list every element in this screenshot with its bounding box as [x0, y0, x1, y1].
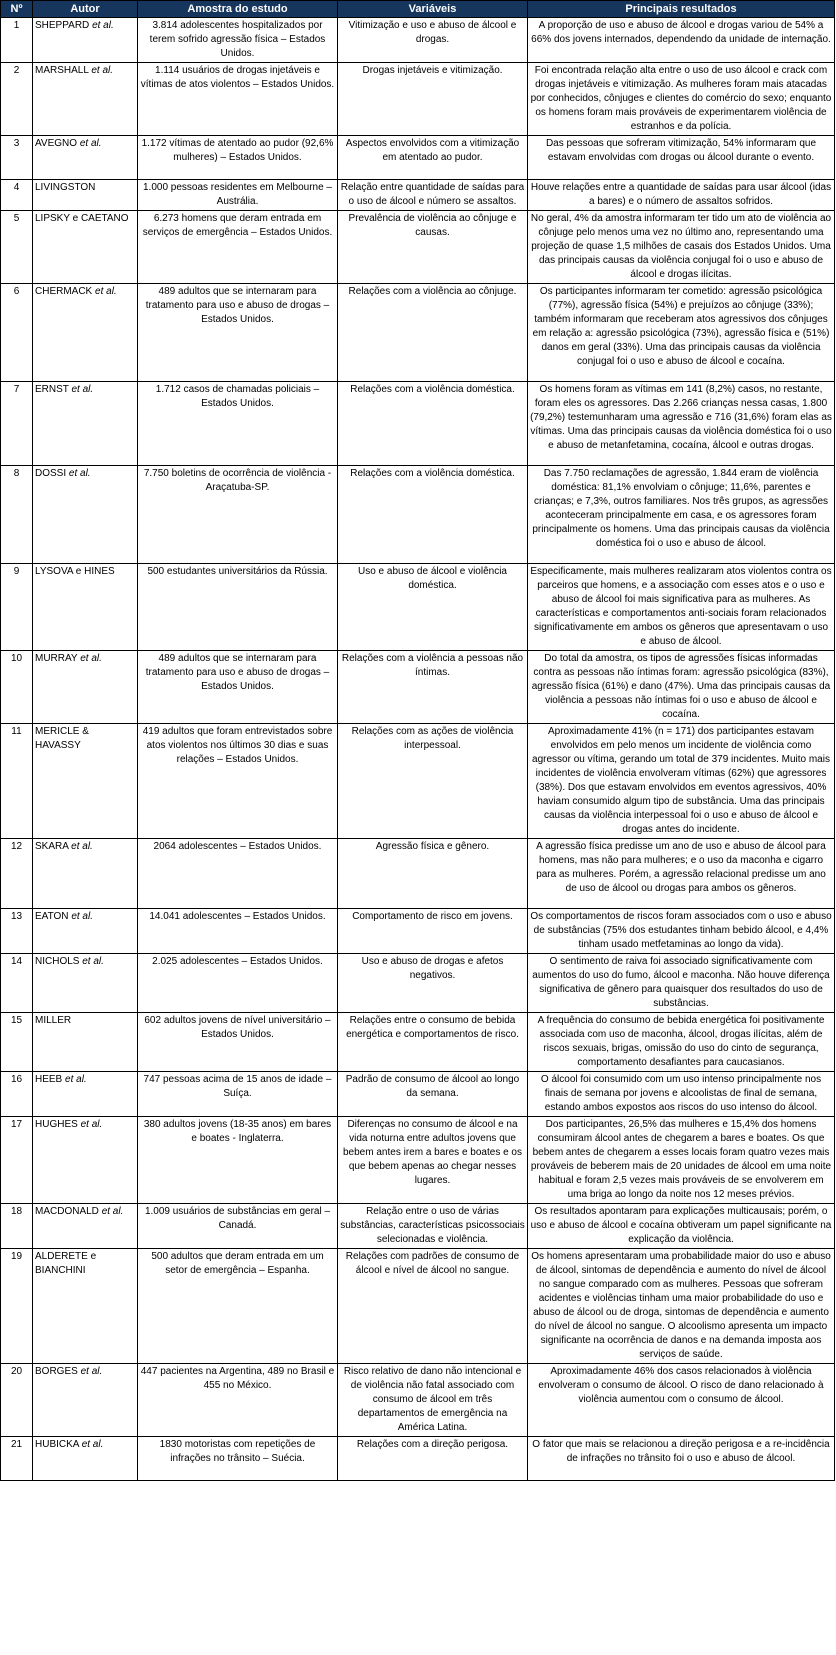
row-variables: Relações com a violência a pessoas não íntimas.	[338, 651, 528, 724]
row-sample: 1.000 pessoas residentes em Melbourne – Austrália.	[138, 180, 338, 211]
author-name: NICHOLS	[35, 956, 80, 967]
row-results: Os comportamentos de riscos foram associados com o uso e abuso de substâncias (75% dos estudantes tinham bebido álcool, e 4,4% tinham usado metfetaminas ao longo da vida).	[528, 909, 835, 954]
row-results: Do total da amostra, os tipos de agressões físicas informadas contra as pessoas não íntimas foram: agressão psicológica (83%), agressão física (61%) e dano (47%). Uma das principais causas da violência a pessoas não íntimas foi o uso e abuso de álcool e cocaína.	[528, 651, 835, 724]
row-results: O sentimento de raiva foi associado significativamente com aumentos do uso do fumo, álcool e maconha. Não houve diferença significativa de gênero para quaisquer dos resultados do uso de substâncias.	[528, 954, 835, 1013]
row-author	[33, 651, 138, 724]
row-variables: Relação entre quantidade de saídas para o uso de álcool e número se assaltos.	[338, 180, 528, 211]
et-al-suffix: et al.	[80, 653, 102, 664]
row-sample: 1.172 vítimas de atentado ao pudor (92,6% mulheres) – Estados Unidos.	[138, 136, 338, 180]
row-number: 21	[1, 1437, 33, 1481]
row-number: 13	[1, 909, 33, 954]
row-sample: 447 pacientes na Argentina, 489 no Brasil e 455 no México.	[138, 1364, 338, 1437]
author-name: ALDERETE e BIANCHINI	[35, 1251, 97, 1276]
row-number: 4	[1, 180, 33, 211]
table-row	[1, 564, 835, 651]
row-variables: Risco relativo de dano não intencional e de violência não fatal associado com consumo de álcool em três departamentos de emergência na América Latina.	[338, 1364, 528, 1437]
row-variables: Relações com a violência ao cônjuge.	[338, 284, 528, 382]
row-number: 11	[1, 724, 33, 839]
header-sample: Amostra do estudo	[138, 1, 338, 18]
table-row	[1, 724, 835, 839]
row-author	[33, 564, 138, 651]
row-results: Os homens apresentaram uma probabilidade maior do uso e abuso de álcool, sintomas de dependência e aumento do nível de álcool no sangue comparado com as mulheres. Pessoas que sofreram acidentes e violências tinham uma maior probabilidade do uso e abuso de álcool ou de droga, sintomas de dependência e aumento do nível de álcool no sangue. O alcoolismo apresenta um impacto significante na ocorrência de danos e na demanda imposta aos serviços de saúde.	[528, 1249, 835, 1364]
row-number: 12	[1, 839, 33, 909]
row-number: 14	[1, 954, 33, 1013]
row-author	[33, 1437, 138, 1481]
row-sample: 489 adultos que se internaram para tratamento para uso e abuso de drogas – Estados Unidos.	[138, 651, 338, 724]
row-author	[33, 18, 138, 63]
author-name: BORGES	[35, 1366, 78, 1377]
row-sample: 1.009 usuários de substâncias em geral – Canadá.	[138, 1204, 338, 1249]
row-variables: Uso e abuso de álcool e violência doméstica.	[338, 564, 528, 651]
row-variables: Padrão de consumo de álcool ao longo da semana.	[338, 1072, 528, 1117]
author-name: MARSHALL	[35, 65, 89, 76]
author-name: HEEB	[35, 1074, 63, 1085]
row-author	[33, 839, 138, 909]
row-results: Os homens foram as vítimas em 141 (8,2%) casos, no restante, foram eles os agressores. Das 2.266 crianças nessa casas, 1.800 (79,2%) testemunharam uma agressão e 716 (31,6%) foram elas as vítimas. Uma das principais causas da violência doméstica foi o uso e abuso de metanfetamina, cocaína, álcool e outras drogas.	[528, 382, 835, 466]
row-variables: Relação entre o uso de várias substâncias, características psicossociais selecionadas e violência.	[338, 1204, 528, 1249]
row-author	[33, 1013, 138, 1072]
row-variables: Comportamento de risco em jovens.	[338, 909, 528, 954]
table-row	[1, 180, 835, 211]
author-name: LIVINGSTON	[35, 182, 96, 193]
author-name: LYSOVA e HINES	[35, 566, 115, 577]
table-row	[1, 1249, 835, 1364]
author-name: SHEPPARD	[35, 20, 90, 31]
row-sample: 489 adultos que se internaram para tratamento para uso e abuso de drogas – Estados Unidos.	[138, 284, 338, 382]
row-variables: Aspectos envolvidos com a vitimização em atentado ao pudor.	[338, 136, 528, 180]
table-row	[1, 382, 835, 466]
row-sample: 1830 motoristas com repetições de infrações no trânsito – Suécia.	[138, 1437, 338, 1481]
table-row	[1, 1437, 835, 1481]
author-name: MILLER	[35, 1015, 72, 1026]
row-results: Especificamente, mais mulheres realizaram atos violentos contra os parceiros que homens, e a associação com esses atos e o uso e abuso de álcool foi mais significativa para as mulheres. As características e comportamentos anti-sociais foram relacionados significativamente em ambos os gêneros que apresentavam o uso e abuso de álcool.	[528, 564, 835, 651]
row-number: 3	[1, 136, 33, 180]
row-results: Aproximadamente 46% dos casos relacionados à violência envolveram o consumo de álcool. O risco de dano relacionado à violência aumentou com o consumo de álcool.	[528, 1364, 835, 1437]
author-name: EATON	[35, 911, 69, 922]
et-al-suffix: et al.	[71, 384, 94, 395]
row-author	[33, 284, 138, 382]
row-sample: 7.750 boletins de ocorrência de violência -Araçatuba-SP.	[138, 466, 338, 564]
table-row	[1, 1117, 835, 1204]
table-row	[1, 651, 835, 724]
table-row	[1, 211, 835, 284]
et-al-suffix: et al.	[80, 1119, 103, 1130]
row-results: Das pessoas que sofreram vitimização, 54% informaram que estavam envolvidas com drogas ou álcool durante o evento.	[528, 136, 835, 180]
table-row	[1, 18, 835, 63]
author-name: SKARA	[35, 841, 69, 852]
row-sample: 2.025 adolescentes – Estados Unidos.	[138, 954, 338, 1013]
table-row	[1, 284, 835, 382]
row-author	[33, 63, 138, 136]
row-author	[33, 211, 138, 284]
row-sample: 6.273 homens que deram entrada em serviços de emergência – Estados Unidos.	[138, 211, 338, 284]
table-row	[1, 1072, 835, 1117]
row-sample: 380 adultos jovens (18-35 anos) em bares e boates - Inglaterra.	[138, 1117, 338, 1204]
row-sample: 747 pessoas acima de 15 anos de idade – Suíça.	[138, 1072, 338, 1117]
row-author	[33, 1117, 138, 1204]
row-variables: Diferenças no consumo de álcool e na vida noturna entre adultos jovens que bebem antes irem a bares e boates e os que bebem apenas ao chegar nesses lugares.	[338, 1117, 528, 1204]
row-results: Os resultados apontaram para explicações multicausais; porém, o uso e abuso de álcool e cocaína obtiveram um papel significante na explicação da violência.	[528, 1204, 835, 1249]
et-al-suffix: et al.	[71, 911, 93, 922]
row-results: Aproximadamente 41% (n = 171) dos participantes estavam envolvidos em pelo menos um incidente de violência como agressor ou vítima, gerando um total de 379 incidentes. Muito mais incidentes de violência envolveram vítimas (62%) que agressores (38%). Dos que estavam envolvidos em eventos agressivos, 40% haviam consumido algum tipo de substância. Uma das principais causas da violência interpessoal foi o uso e abuso de álcool e drogas antes do incidente.	[528, 724, 835, 839]
row-number: 9	[1, 564, 33, 651]
author-name: DOSSI	[35, 468, 67, 479]
et-al-suffix: et al.	[101, 1206, 124, 1217]
row-author	[33, 1072, 138, 1117]
row-number: 7	[1, 382, 33, 466]
row-variables: Relações com a direção perigosa.	[338, 1437, 528, 1481]
row-number: 17	[1, 1117, 33, 1204]
et-al-suffix: et al.	[79, 138, 102, 149]
row-author	[33, 180, 138, 211]
et-al-suffix: et al.	[92, 20, 114, 31]
author-name: HUBICKA	[35, 1439, 79, 1450]
row-author	[33, 1364, 138, 1437]
row-variables: Relações entre o consumo de bebida energética e comportamentos de risco.	[338, 1013, 528, 1072]
header-number: Nº	[1, 1, 33, 18]
table-row	[1, 136, 835, 180]
table-body	[1, 18, 835, 1481]
table-row	[1, 954, 835, 1013]
author-name: CHERMACK	[35, 286, 93, 297]
row-sample: 1.114 usuários de drogas injetáveis e vítimas de atos violentos – Estados Unidos.	[138, 63, 338, 136]
row-results: Das 7.750 reclamações de agressão, 1.844 eram de violência doméstica: 81,1% envolviam o cônjuge; 11,6%, parentes e crianças; e 7,3%, outros familiares. Nos três grupos, as agressões aconteceram principalmente em casa, e os agressores foram principalmente os homens. Uma das principais causas da violência doméstica foi o uso e abuso de álcool.	[528, 466, 835, 564]
row-number: 1	[1, 18, 33, 63]
et-al-suffix: et al.	[80, 1366, 103, 1377]
row-number: 16	[1, 1072, 33, 1117]
row-variables: Relações com as ações de violência interpessoal.	[338, 724, 528, 839]
row-number: 20	[1, 1364, 33, 1437]
row-number: 2	[1, 63, 33, 136]
table-row	[1, 1204, 835, 1249]
author-name: LIPSKY e CAETANO	[35, 213, 129, 224]
table-row	[1, 909, 835, 954]
row-author	[33, 909, 138, 954]
table-row	[1, 63, 835, 136]
row-number: 6	[1, 284, 33, 382]
row-number: 15	[1, 1013, 33, 1072]
row-sample: 500 adultos que deram entrada em um setor de emergência – Espanha.	[138, 1249, 338, 1364]
row-sample: 500 estudantes universitários da Rússia.	[138, 564, 338, 651]
et-al-suffix: et al.	[65, 1074, 87, 1085]
et-al-suffix: et al.	[71, 841, 93, 852]
row-author	[33, 1249, 138, 1364]
row-results: No geral, 4% da amostra informaram ter tido um ato de violência ao cônjuge pelo menos uma vez no último ano, representando uma projeção de quase 1,5 milhões de casais dos Estados Unidos. Uma das principais causas da violência conjugal foi o uso e abuso de álcool e drogas ilícitas.	[528, 211, 835, 284]
row-variables: Prevalência de violência ao cônjuge e causas.	[338, 211, 528, 284]
row-variables: Drogas injetáveis e vitimização.	[338, 63, 528, 136]
row-sample: 14.041 adolescentes – Estados Unidos.	[138, 909, 338, 954]
et-al-suffix: et al.	[91, 65, 114, 76]
row-results: Dos participantes, 26,5% das mulheres e 15,4% dos homens consumiram álcool antes de chegarem a bares e boates. Os que bebem antes de chegarem a esses locais foram quatro vezes mais prováveis de beberem mais de 20 unidades de álcool em uma noite habitual e foram 2,5 vezes mais prováveis de se envolverem em uma briga ao longo da noite nos 12 meses prévios.	[528, 1117, 835, 1204]
row-results: A frequência do consumo de bebida energética foi positivamente associada com uso de maconha, álcool, drogas ilícitas, além de riscos sexuais, brigas, omissão do uso do cinto de segurança, comportamento desafiantes para caucasianos.	[528, 1013, 835, 1072]
row-variables: Agressão física e gênero.	[338, 839, 528, 909]
row-results: Os participantes informaram ter cometido: agressão psicológica (77%), agressão física (54%) e prejuízos ao cônjuge (33%); também informaram que receberam atos agressivos dos cônjuges em relação a: agressão psicológica (73%), agressão física e (51%) danos em geral (33%). Uma das principais causas da violência conjugal foi o uso e abuso de álcool e cocaína.	[528, 284, 835, 382]
row-results: A agressão física predisse um ano de uso e abuso de álcool para homens, mas não para mulheres; e o uso da maconha e cigarro para as mulheres. Porém, a agressão relacional predisse um ano de uso de álcool ou drogas para ambos os gêneros.	[528, 839, 835, 909]
row-sample: 419 adultos que foram entrevistados sobre atos violentos nos últimos 30 dias e suas relações – Estados Unidos.	[138, 724, 338, 839]
table-row	[1, 466, 835, 564]
header-variables: Variáveis	[338, 1, 528, 18]
et-al-suffix: et al.	[82, 956, 104, 967]
row-author	[33, 136, 138, 180]
header-results: Principais resultados	[528, 1, 835, 18]
header-row	[1, 1, 835, 18]
author-name: AVEGNO	[35, 138, 78, 149]
row-results: Houve relações entre a quantidade de saídas para usar álcool (idas a bares) e o número de assaltos sofridos.	[528, 180, 835, 211]
row-results: O álcool foi consumido com um uso intenso principalmente nos finais de semana por jovens e alcoolistas de final de semana, estando ambos expostos aos riscos do uso intenso do álcool.	[528, 1072, 835, 1117]
header-author: Autor	[33, 1, 138, 18]
author-name: MACDONALD	[35, 1206, 99, 1217]
row-number: 10	[1, 651, 33, 724]
row-variables: Relações com padrões de consumo de álcool e nível de álcool no sangue.	[338, 1249, 528, 1364]
row-variables: Relações com a violência doméstica.	[338, 382, 528, 466]
row-variables: Relações com a violência doméstica.	[338, 466, 528, 564]
author-name: ERNST	[35, 384, 69, 395]
author-name: HUGHES	[35, 1119, 78, 1130]
table-row	[1, 1364, 835, 1437]
et-al-suffix: et al.	[81, 1439, 104, 1450]
row-variables: Uso e abuso de drogas e afetos negativos.	[338, 954, 528, 1013]
row-author	[33, 724, 138, 839]
row-sample: 2064 adolescentes – Estados Unidos.	[138, 839, 338, 909]
row-results: O fator que mais se relacionou a direção perigosa e a re-incidência de infrações no trânsito foi o uso e abuso de álcool.	[528, 1437, 835, 1481]
row-number: 8	[1, 466, 33, 564]
row-number: 5	[1, 211, 33, 284]
row-results: A proporção de uso e abuso de álcool e drogas variou de 54% a 66% dos jovens internados, dependendo da unidade de internação.	[528, 18, 835, 63]
author-name: MURRAY	[35, 653, 78, 664]
row-number: 19	[1, 1249, 33, 1364]
row-author	[33, 382, 138, 466]
row-author	[33, 1204, 138, 1249]
author-name: MERICLE & HAVASSY	[35, 726, 89, 751]
et-al-suffix: et al.	[95, 286, 117, 297]
row-sample: 602 adultos jovens de nível universitário – Estados Unidos.	[138, 1013, 338, 1072]
row-number: 18	[1, 1204, 33, 1249]
row-results: Foi encontrada relação alta entre o uso de uso álcool e crack com drogas injetáveis e vitimização. As mulheres foram mais atacadas por conhecidos, cônjuges e clientes do comércio do sexo; enquanto os homens foram mais prováveis de experimentarem violência de estranhos e da polícia.	[528, 63, 835, 136]
row-sample: 1.712 casos de chamadas policiais – Estados Unidos.	[138, 382, 338, 466]
row-variables: Vitimização e uso e abuso de álcool e drogas.	[338, 18, 528, 63]
table-row	[1, 1013, 835, 1072]
row-author	[33, 954, 138, 1013]
table-row	[1, 839, 835, 909]
row-author	[33, 466, 138, 564]
et-al-suffix: et al.	[68, 468, 91, 479]
row-sample: 3.814 adolescentes hospitalizados por terem sofrido agressão física – Estados Unidos.	[138, 18, 338, 63]
